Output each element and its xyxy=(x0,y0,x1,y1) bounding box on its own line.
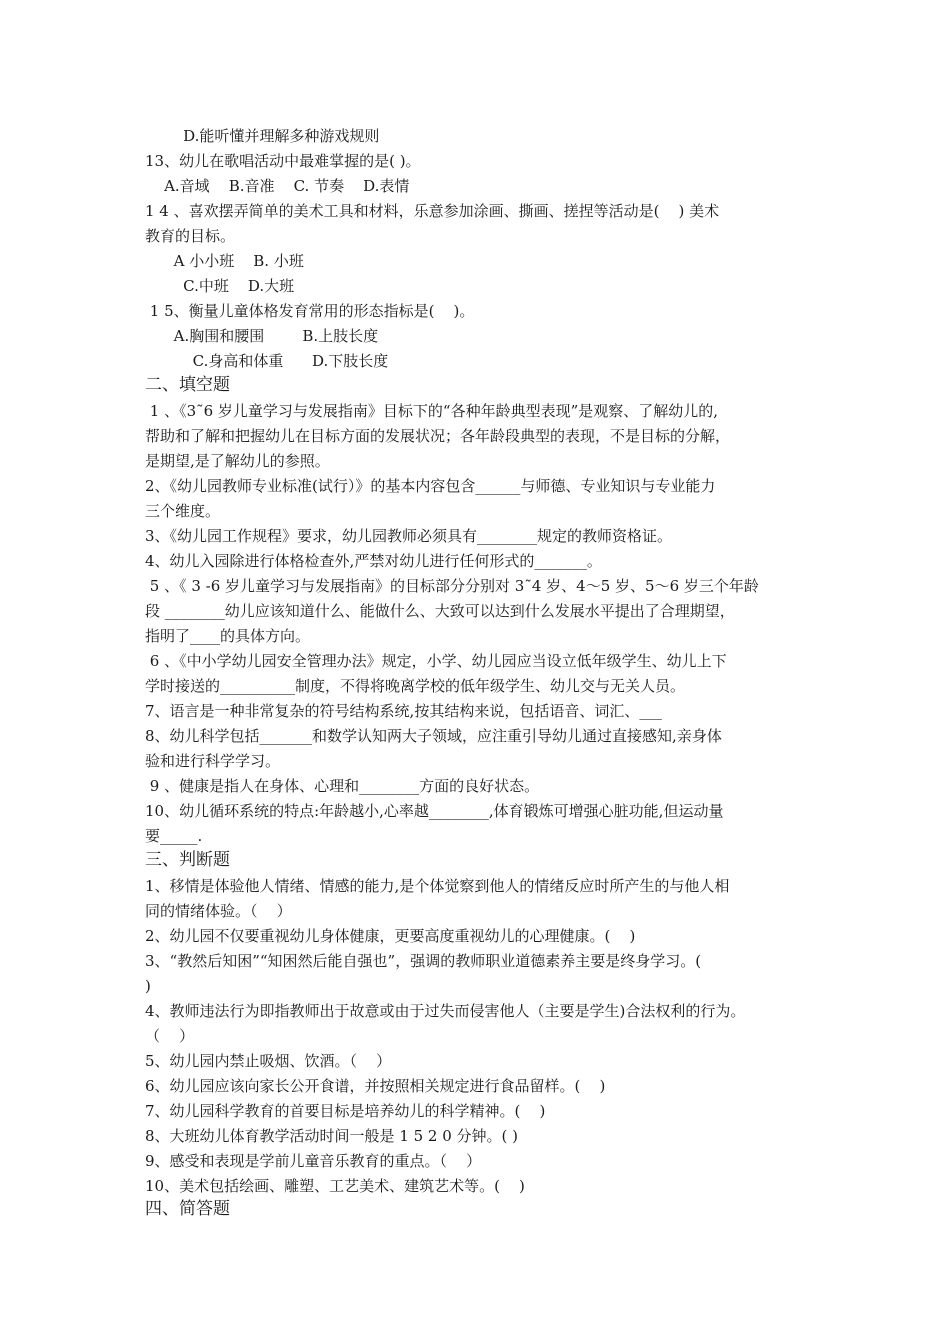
true-false-4-line-1: 4、教师违法行为即指教师出于故意或由于过失而侵害他人（主要是学生)合法权利的行为。 xyxy=(145,1002,746,1020)
fill-blank-8-line-2: 验和进行科学学习。 xyxy=(145,752,281,770)
option-d-game-rules: D.能听懂并理解多种游戏规则 xyxy=(145,127,380,145)
section-heading-true-false: 三、判断题 xyxy=(145,850,230,870)
question-13: 13、幼儿在歌唱活动中最难掌握的是( )。 xyxy=(145,152,421,170)
fill-blank-6-line-1: 6 、《中小学幼儿园安全管理办法》规定，小学、幼儿园应当设立低年级学生、幼儿上下 xyxy=(145,652,727,670)
question-15-options-ab: A.胸围和腰围 B.上肢长度 xyxy=(145,327,379,345)
fill-blank-9: 9 、健康是指人在身体、心理和________方面的良好状态。 xyxy=(145,777,540,795)
true-false-10: 10、美术包括绘画、雕塑、工艺美术、建筑艺术等。( ) xyxy=(145,1177,525,1195)
true-false-5: 5、幼儿园内禁止吸烟、饮酒。（ ） xyxy=(145,1052,392,1070)
true-false-1-line-1: 1、移情是体验他人情绪、情感的能力,是个体觉察到他人的情绪反应时所产生的与他人相 xyxy=(145,877,730,895)
true-false-3-line-2: ) xyxy=(145,977,151,995)
true-false-9: 9、感受和表现是学前儿童音乐教育的重点。（ ） xyxy=(145,1152,482,1170)
true-false-2: 2、幼儿园不仅要重视幼儿身体健康，更要高度重视幼儿的心理健康。( ) xyxy=(145,927,636,945)
question-14-line-1: 1 4 、喜欢摆弄简单的美术工具和材料，乐意参加涂画、撕画、搓捏等活动是( ) 美术 xyxy=(145,202,720,220)
section-heading-short-answer: 四、简答题 xyxy=(145,1199,230,1219)
fill-blank-1-line-3: 是期望,是了解幼儿的参照。 xyxy=(145,452,330,470)
question-14-options-ab: A 小小班 B. 小班 xyxy=(145,252,304,270)
fill-blank-7: 7、语言是一种非常复杂的符号结构系统,按其结构来说，包括语音、词汇、___ xyxy=(145,702,662,720)
true-false-8: 8、大班幼儿体育教学活动时间一般是 1 5 2 0 分钟。( ) xyxy=(145,1127,519,1145)
true-false-3-line-1: 3、“教然后知困”“知困然后能自强也”，强调的教师职业道德素养主要是终身学习。( xyxy=(145,952,702,970)
fill-blank-3: 3、《幼儿园工作规程》要求，幼儿园教师必须具有________规定的教师资格证。 xyxy=(145,527,673,545)
question-14-line-2: 教育的目标。 xyxy=(145,227,236,245)
fill-blank-6-line-2: 学时接送的__________制度，不得将晚离学校的低年级学生、幼儿交与无关人员。 xyxy=(145,677,686,695)
fill-blank-1-line-1: 1 、《3˜6 岁儿童学习与发展指南》目标下的“各种年龄典型表现”是观察、了解幼儿的, xyxy=(145,402,719,420)
true-false-4-line-2: （ ） xyxy=(145,1027,195,1045)
question-15: 1 5、衡量儿童体格发育常用的形态指标是( )。 xyxy=(145,302,475,320)
true-false-7: 7、幼儿园科学教育的首要目标是培养幼儿的科学精神。( ) xyxy=(145,1102,546,1120)
fill-blank-5-line-2: 段 ________幼儿应该知道什么、能做什么、大致可以达到什么发展水平提出了合理期望， xyxy=(145,602,735,620)
question-13-options: A.音域 B.音准 C. 节奏 D.表情 xyxy=(145,177,410,195)
fill-blank-2-line-2: 三个维度。 xyxy=(145,502,221,520)
fill-blank-2-line-1: 2、《幼儿园教师专业标准(试行）》的基本内容包含______与师德、专业知识与专业能力 xyxy=(145,477,716,495)
question-14-options-cd: C.中班 D.大班 xyxy=(145,277,295,295)
fill-blank-1-line-2: 帮助和了解和把握幼儿在目标方面的发展状况；各年龄段典型的表现，不是目标的分解， xyxy=(145,427,731,445)
fill-blank-8-line-1: 8、幼儿科学包括_______和数学认知两大子领域，应注重引导幼儿通过直接感知,亲身体 xyxy=(145,727,722,745)
true-false-1-line-2: 同的情绪体验。（ ） xyxy=(145,902,292,920)
true-false-6: 6、幼儿园应该向家长公开食谱，并按照相关规定进行食品留样。( ) xyxy=(145,1077,606,1095)
fill-blank-4: 4、幼儿入园除进行体格检查外,严禁对幼儿进行任何形式的_______。 xyxy=(145,552,602,570)
question-15-options-cd: C.身高和体重 D.下肢长度 xyxy=(145,352,389,370)
fill-blank-10-line-2: 要_____. xyxy=(145,827,203,845)
fill-blank-10-line-1: 10、幼儿循环系统的特点:年龄越小,心率越________,体育锻炼可增强心脏功能,但运动量 xyxy=(145,802,724,820)
fill-blank-5-line-3: 指明了____的具体方向。 xyxy=(145,627,311,645)
section-heading-fill-blank: 二、填空题 xyxy=(145,375,230,395)
fill-blank-5-line-1: 5 、《 3 -6 岁儿童学习与发展指南》的目标部分分别对 3˜4 岁、4～5 岁、5～6 岁三个年龄 xyxy=(145,577,759,595)
